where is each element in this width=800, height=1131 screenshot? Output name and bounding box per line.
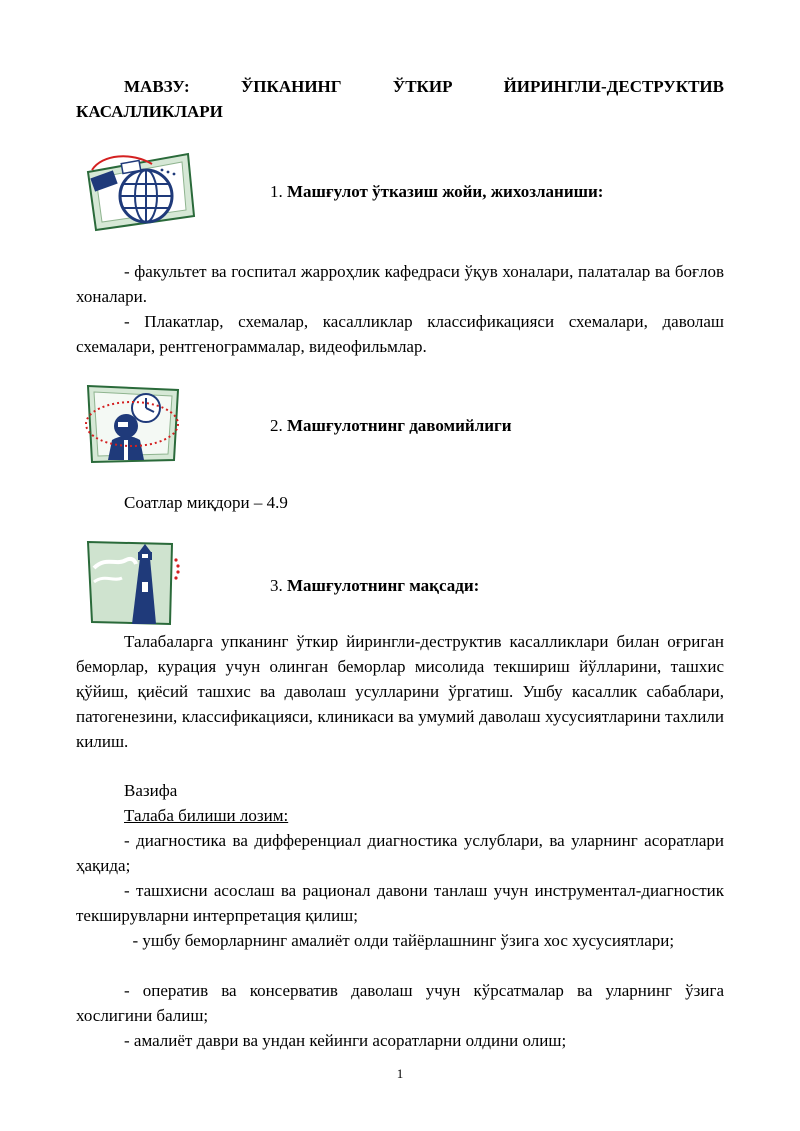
task-label: Вазифа <box>124 781 178 800</box>
page-number: 1 <box>396 1066 404 1081</box>
task-item-2: - ташхисни асослаш ва рационал давони танлаш учун инструментал-диагностик текширувларни интерпретация қилиш; <box>76 881 724 925</box>
task-item-5: - амалиёт даври ва ундан кейинги асоратларни олдини олиш; <box>124 1031 567 1050</box>
page-title <box>76 74 724 124</box>
title-line-2: КАСАЛЛИКЛАРИ <box>76 102 223 121</box>
task-subtitle-text: Талаба билиши лозим: <box>124 806 289 825</box>
clock-person-icon <box>82 382 186 464</box>
title-word-1: МАВЗУ: <box>124 77 190 96</box>
section-1-paragraph-2: - Плакатлар, схемалар, касалликлар классификацияси схемалари, даволаш схемалари, рентгенограммалар, видеофильмлар. <box>76 312 724 356</box>
hours-text: Соатлар миқдори – 4.9 <box>124 493 288 512</box>
section-1-paragraph-1: - факультет ва госпитал жарроҳлик кафедраси ўқув хоналари, палаталар ва боғлов хоналари. <box>76 262 724 306</box>
section-2-number: 2. <box>270 416 283 435</box>
title-word-4: ЙИРИНГЛИ-ДЕСТРУКТИВ <box>503 77 724 96</box>
section-3-paragraph: Талабаларга упканинг ўткир йирингли-деструктив касалликлари билан оғриган беморлар, курация учун олинган беморлар мисолида текшириш йўлларини, ташхис қўйиш, қиёсий ташхис ва даволаш усулларини ўргатиш. Ушбу касаллик сабаблари, патогенезини, классификацияси, клиникаси ва умумий даволаш хусусиятларини тахлили килиш. <box>76 632 724 751</box>
section-2-heading <box>270 413 512 438</box>
task-item-4: - оператив ва консерватив даволаш учун кўрсатмалар ва уларнинг ўзига хослигини балиш; <box>76 981 724 1025</box>
section-2-title: Машғулотнинг давомийлиги <box>287 416 512 435</box>
task-item-1: - диагностика ва дифференциал диагностика услублари, ва уларнинг асоратлари ҳақида; <box>76 831 724 875</box>
section-3-heading <box>270 573 479 598</box>
task-subtitle <box>76 803 724 828</box>
section-1-heading <box>270 179 603 204</box>
title-line-1 <box>76 74 724 99</box>
task-item-3: - ушбу беморларнинг амалиёт олди тайёрлашнинг ўзига хос хусусиятлари; <box>124 931 675 950</box>
title-word-2: ЎПКАНИНГ <box>240 77 342 96</box>
globe-mail-icon <box>82 150 198 234</box>
lighthouse-icon <box>86 538 186 628</box>
section-1-number: 1. <box>270 182 283 201</box>
title-word-3: ЎТКИР <box>392 77 453 96</box>
section-1-title: Машғулот ўтказиш жойи, жихозланиши: <box>287 182 604 201</box>
section-3-title: Машғулотнинг мақсади: <box>287 576 480 595</box>
section-3-number: 3. <box>270 576 283 595</box>
